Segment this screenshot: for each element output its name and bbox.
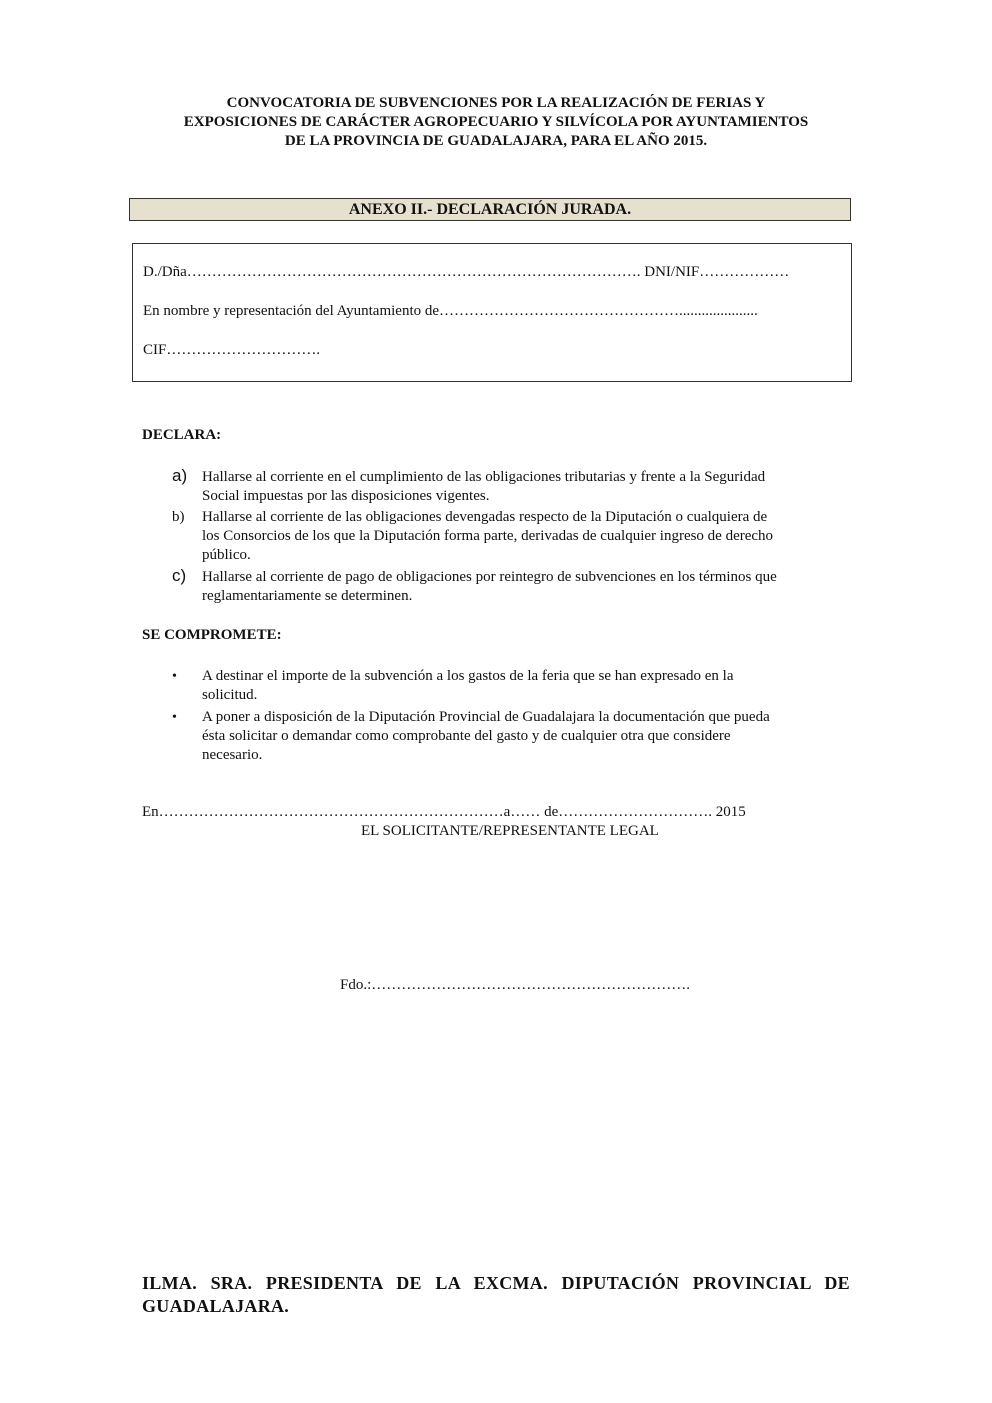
item-line: solicitud. <box>202 687 258 703</box>
document-title <box>120 94 872 151</box>
title-line-3: DE LA PROVINCIA DE GUADALAJARA, PARA EL AÑO 2015. <box>284 133 708 149</box>
cif-field[interactable]: CIF…………………………. <box>143 342 321 358</box>
item-line: Social impuestas por las disposiciones vigentes. <box>202 488 490 504</box>
annex-title-banner: ANEXO II.- DECLARACIÓN JURADA. <box>129 198 851 221</box>
bullet-icon: • <box>172 710 177 725</box>
signer-label: EL SOLICITANTE/REPRESENTANTE LEGAL <box>361 823 659 839</box>
ayuntamiento-field[interactable]: En nombre y representación del Ayuntamiento de…………………………………………..................... <box>143 303 758 319</box>
item-line: público. <box>202 547 251 563</box>
addressee-line-1: ILMA. SRA. PRESIDENTA DE LA EXCMA. DIPUTACIÓN PROVINCIAL DE <box>142 1273 850 1293</box>
place-date-field[interactable]: En……………………………………………………………a…… de…………………………. 2015 <box>142 804 746 820</box>
compromete-heading: SE COMPROMETE: <box>142 627 282 643</box>
list-marker: a) <box>172 466 188 485</box>
signature-field[interactable]: Fdo.:………………………………………………………. <box>340 977 691 993</box>
bullet-icon: • <box>172 669 177 684</box>
declara-heading: DECLARA: <box>142 427 222 443</box>
item-line: necesario. <box>202 747 263 763</box>
item-line: A destinar el importe de la subvención a los gastos de la feria que se han expresado en la <box>202 668 734 684</box>
title-line-2: EXPOSICIONES DE CARÁCTER AGROPECUARIO Y SILVÍCOLA POR AYUNTAMIENTOS <box>183 114 809 130</box>
item-line: Hallarse al corriente de las obligaciones devengadas respecto de la Diputación o cualquiera de <box>202 509 768 525</box>
addressee-line-2: GUADALAJARA. <box>142 1296 290 1316</box>
list-marker: c) <box>172 566 187 585</box>
item-line: Hallarse al corriente en el cumplimiento de las obligaciones tributarias y frente a la Seguridad <box>202 469 766 485</box>
item-line: Hallarse al corriente de pago de obligaciones por reintegro de subvenciones en los términos que <box>202 569 777 585</box>
list-marker: b) <box>172 509 185 525</box>
item-line: los Consorcios de los que la Diputación forma parte, derivadas de cualquier ingreso de derecho <box>202 528 774 544</box>
item-line: A poner a disposición de la Diputación Provincial de Guadalajara la documentación que pueda <box>202 709 770 725</box>
item-line: reglamentariamente se determinen. <box>202 588 413 604</box>
title-line-1: CONVOCATORIA DE SUBVENCIONES POR LA REALIZACIÓN DE FERIAS Y <box>226 95 766 111</box>
name-dni-field[interactable]: D./Dña………………………………………………………………………………. DNI/NIF……………… <box>143 264 790 280</box>
identification-box <box>132 243 852 382</box>
addressee <box>142 1272 850 1318</box>
item-line: ésta solicitar o demandar como comprobante del gasto y de cualquier otra que considere <box>202 728 731 744</box>
